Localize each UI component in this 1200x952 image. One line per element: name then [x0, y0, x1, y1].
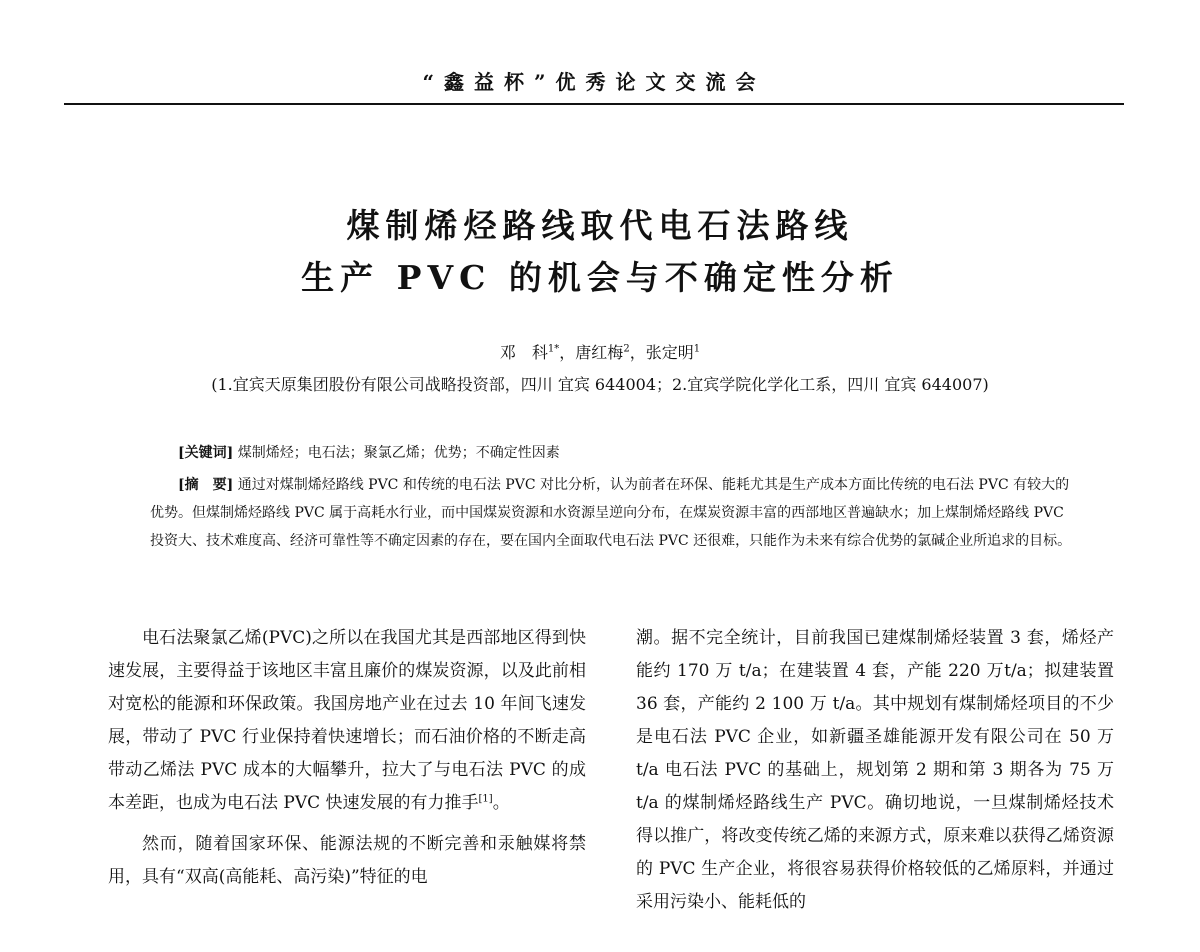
abstract	[150, 471, 1078, 555]
keywords-label: [关键词]	[178, 445, 234, 461]
author-list	[0, 340, 1200, 363]
paper-title-line-1: 煤制烯烃路线取代电石法路线	[346, 206, 854, 245]
body-column-left	[108, 622, 586, 894]
paper-title-line-2: 生产 PVC 的机会与不确定性分析	[301, 258, 899, 297]
citation-ref: [1]	[478, 793, 493, 805]
keywords	[178, 442, 560, 462]
author-1-marker: 1*	[547, 343, 560, 355]
author-3: ，张定明	[629, 343, 694, 362]
abstract-label: [摘 要]	[178, 477, 234, 493]
paragraph: 潮。据不完全统计，目前我国已建煤制烯烃装置 3 套，烯烃产能约 170 万 t/a；在建装置 4 套，产能 220 万t/a；拟建装置 36 套，产能约 2 100 万 t/a。其中规划有煤制烯烃项目的不少是电石法 PVC 企业，如新疆圣雄能源开发有限公司在 50 万 t/a 电石法 PVC 的基础上，规划第 2 期和第 3 期各为 75 万 t/a 的煤制烯烃路线生产 PVC。确切地说，一旦煤制烯烃技术得以推广，将改变传统乙烯的来源方式，原来难以获得乙烯资源的 PVC 生产企业，将很容易获得价格较低的乙烯原料，并通过采用污染小、能耗低的	[636, 628, 1114, 912]
keywords-text: 煤制烯烃；电石法；聚氯乙烯；优势；不确定性因素	[237, 445, 560, 461]
abstract-text: 通过对煤制烯烃路线 PVC 和传统的电石法 PVC 对比分析，认为前者在环保、能耗尤其是生产成本方面比传统的电石法 PVC 有较大的优势。但煤制烯烃路线 PVC 属于高耗水行业，而中国煤炭资源和水资源呈逆向分布，在煤炭资源丰富的西部地区普遍缺水；加上煤制烯烃路线 PVC 投资大、技术难度高、经济可靠性等不确定因素的存在，要在国内全面取代电石法 PVC 还很难，只能作为未来有综合优势的氯碱企业所追求的目标。	[150, 477, 1072, 549]
paragraph: 然而，随着国家环保、能源法规的不断完善和汞触媒将禁用，具有“双高(高能耗、高污染)”特征的电	[108, 834, 586, 887]
body-column-right	[636, 622, 1114, 919]
author-3-marker: 1	[693, 343, 701, 355]
header-rule	[64, 103, 1124, 105]
affiliations: (1.宜宾天原集团股份有限公司战略投资部，四川 宜宾 644004；2.宜宾学院化学化工系，四川 宜宾 644007)	[211, 375, 989, 394]
author-2: ，唐红梅	[559, 343, 624, 362]
paragraph: 电石法聚氯乙烯(PVC)之所以在我国尤其是西部地区得到快速发展，主要得益于该地区丰富且廉价的煤炭资源，以及此前相对宽松的能源和环保政策。我国房地产业在过去 10 年间飞速发展，带动了 PVC 行业保持着快速增长；而石油价格的不断走高带动乙烯法 PVC 成本的大幅攀升，拉大了与电石法 PVC 的成本差距，也成为电石法 PVC 快速发展的有力推手[1]。	[108, 628, 586, 813]
author-2-marker: 2	[623, 343, 630, 355]
author-1: 邓 科	[499, 343, 548, 362]
running-header: “鑫益杯”优秀论文交流会	[422, 70, 766, 94]
